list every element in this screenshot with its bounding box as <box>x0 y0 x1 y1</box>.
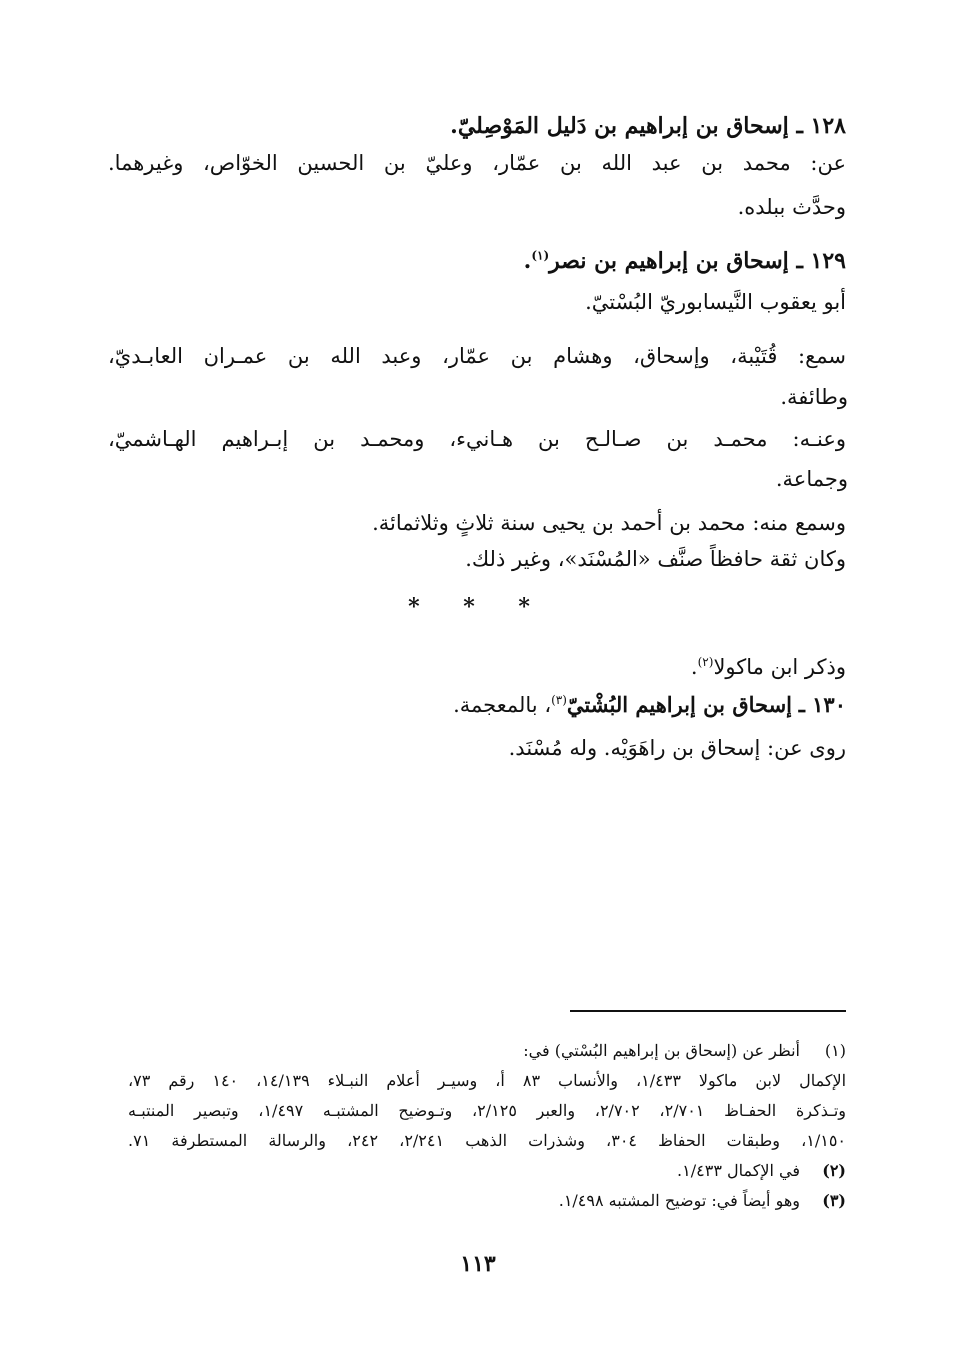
footnote-ref: (٢) <box>697 655 714 669</box>
footnote-ref: (٣) <box>551 693 567 707</box>
entry-129-description: وكان ثقة حافظاً صنَّف «المُسْنَد»، وغير ذلك. <box>465 547 846 571</box>
footnote-1-line-4: ١/١٥٠، وطبقات الحفاظ ٣٠٤، وشذرات الذهب ٢/٢٤١، ٢٤٢، والرسالة المستطرفة ٧١. <box>128 1131 847 1150</box>
footnote-number: (١) <box>824 1041 846 1060</box>
ibn-makula-punct: . <box>690 655 698 679</box>
entry-name: إسحاق بن إبراهيم بن دَليل المَوْصِليّ <box>457 113 789 139</box>
page-number: ١١٣ <box>460 1251 496 1277</box>
entry-128-heading <box>450 111 846 141</box>
footnote-text: أنظر عن (إسحاق بن إبراهيم البُسْتي) في: <box>523 1041 800 1060</box>
footnote-ref: (١) <box>531 248 550 263</box>
entry-129-heard-from-cont: وطائفة. <box>780 385 848 409</box>
entry-129-heard-from-him: وسمع منه: محمد بن أحمد بن يحيى سنة ثلاثٍ وثلاثمائة. <box>372 511 846 535</box>
footnote-number: (٣) <box>822 1191 846 1210</box>
entry-number: ١٣٠ ـ <box>798 692 846 717</box>
footnote-divider <box>570 1010 846 1012</box>
entry-number: ١٢٨ ـ <box>796 113 846 139</box>
entry-number: ١٢٩ ـ <box>796 248 846 274</box>
footnote-1-line-2: الإكمال لابن ماكولا ١/٤٣٣، والأنساب ٨٣ أ، وسيـر أعلام النبـلاء ١٤/١٣٩، ١٤٠ رقم ٧٣، <box>128 1071 847 1090</box>
ibn-makula-line <box>691 652 846 682</box>
entry-punct: . <box>450 113 458 139</box>
ibn-makula-text: وذكر ابن ماكولا <box>713 655 846 679</box>
entry-129-heading <box>524 246 846 276</box>
entry-129-from-him-cont: وجماعة. <box>775 467 848 491</box>
footnote-number: (٢) <box>822 1161 846 1180</box>
entry-129-kunya: أبو يعقوب النَّيسابوريّ البُسْتيّ. <box>585 290 846 314</box>
entry-128-line-2: وحدَّث ببلده. <box>737 195 846 219</box>
entry-130-suffix: ، بالمعجمة. <box>453 693 552 717</box>
entry-129-from-him: وعنـه: محمـد بن صـالـح بن هـانيء، ومحمـد بن إبـراهيم الهـاشميّ، <box>108 427 846 451</box>
section-separator: * * * <box>408 594 548 620</box>
entry-129-heard-from: سمع: قُتَيْبة، وإسحاق، وهشام بن عمّار، وعبد الله بن عمـران العابـديّ، <box>108 344 846 368</box>
entry-name: إسحاق بن إبراهيم بن نصر <box>549 248 789 274</box>
entry-130-heading <box>453 690 846 720</box>
footnote-text: وهو أيضاً في: توضيح المشتبه ١/٤٩٨. <box>558 1191 800 1210</box>
entry-name: إسحاق بن إبراهيم البُشْتيّ <box>566 692 792 717</box>
footnote-1-line-3: وتـذكرة الحفـاظ ٢/٧٠١، ٢/٧٠٢، والعبر ٢/١٢٥، وتـوضيح المشتبـه ١/٤٩٧، وتبصير المنتبـه <box>128 1101 846 1120</box>
entry-punct: . <box>523 248 532 274</box>
entry-128-line-1: عن: محمد بن عبد الله بن عمّار، وعليّ بن الحسين الخوّاص، وغيرهما. <box>108 151 846 175</box>
entry-130-line: روى عن: إسحاق بن راهَوَيْه. وله مُسْنَد. <box>508 736 846 760</box>
footnote-text: في الإكمال ١/٤٣٣. <box>677 1161 800 1180</box>
